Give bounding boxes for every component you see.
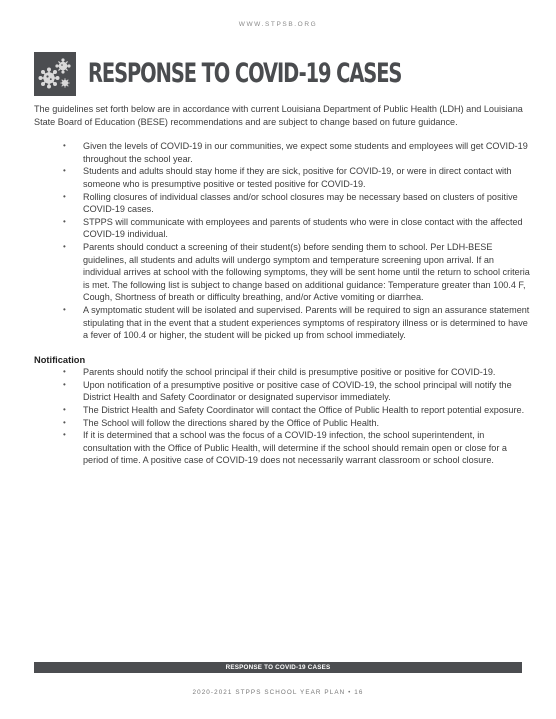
list-item: • Rolling closures of individual classes and/or school closures may be necessary based on clusters of positive COVID-19 cases. (34, 191, 530, 216)
list-item: • If it is determined that a school was the focus of a COVID-19 infection, the school superintendent, in consultation with the Office of Public Health, will determine if the school should remain open or close for a period of time. A positive case of COVID-19 does not necessarily warrant classroom or school closure. (34, 429, 530, 467)
virus-icon (34, 52, 76, 96)
list-item: • The District Health and Safety Coordinator will contact the Office of Public Health to report potential exposure. (34, 404, 530, 417)
list-item: • STPPS will communicate with employees and parents of students who were in close contact with the affected COVID-19 individual. (34, 216, 530, 241)
list-item: • Parents should notify the school principal if their child is presumptive positive or positive for COVID-19. (34, 366, 530, 379)
list-item: • Students and adults should stay home if they are sick, positive for COVID-19, or were in direct contact with someone who is presumptive positive or tested positive for COVID-19. (34, 165, 530, 190)
notification-list (34, 366, 530, 467)
guidelines-list (34, 140, 530, 342)
list-item: • A symptomatic student will be isolated and supervised. Parents will be required to sign an assurance statement stipulating that in the event that a student experiences symptoms of respiratory illness or is determined to have a fever of 100.4 or higher, the student will be picked up from school immediately. (34, 304, 530, 342)
site-url: WWW.STPSB.ORG (238, 21, 318, 28)
list-item: • The School will follow the directions shared by the Office of Public Health. (34, 417, 530, 430)
intro-paragraph: The guidelines set forth below are in accordance with current Louisiana Department of Public Health (LDH) and Louisiana State Board of Education (BESE) recommendations and are subject to change based on future guidance. (34, 104, 523, 127)
content (34, 103, 530, 467)
page-title: RESPONSE TO COVID-19 CASES (88, 58, 402, 89)
footer-page-number: 2020-2021 STPPS SCHOOL YEAR PLAN • 16 (192, 689, 364, 696)
notification-heading: Notification (34, 354, 86, 365)
list-item: • Given the levels of COVID-19 in our communities, we expect some students and employees will get COVID-19 throughout the school year. (34, 140, 530, 165)
footer-section-bar: RESPONSE TO COVID-19 CASES (34, 662, 522, 673)
list-item: • Parents should conduct a screening of their student(s) before sending them to school. Per LDH-BESE guidelines, all students and adults will undergo symptom and temperature screening upon arrival. If an individual arrives at school with the following symptoms, they will be sent home until the return to school criteria is met. The following list is subject to change based on additional guidance: Temperature greater than 100.4 F, Cough, Shortness of breath or difficulty breathing, and/or Active vomiting or diarrhea. (34, 241, 530, 304)
list-item: • Upon notification of a presumptive positive or positive case of COVID-19, the school principal will notify the District Health and Safety Coordinator or designated supervisor immediately. (34, 379, 530, 404)
